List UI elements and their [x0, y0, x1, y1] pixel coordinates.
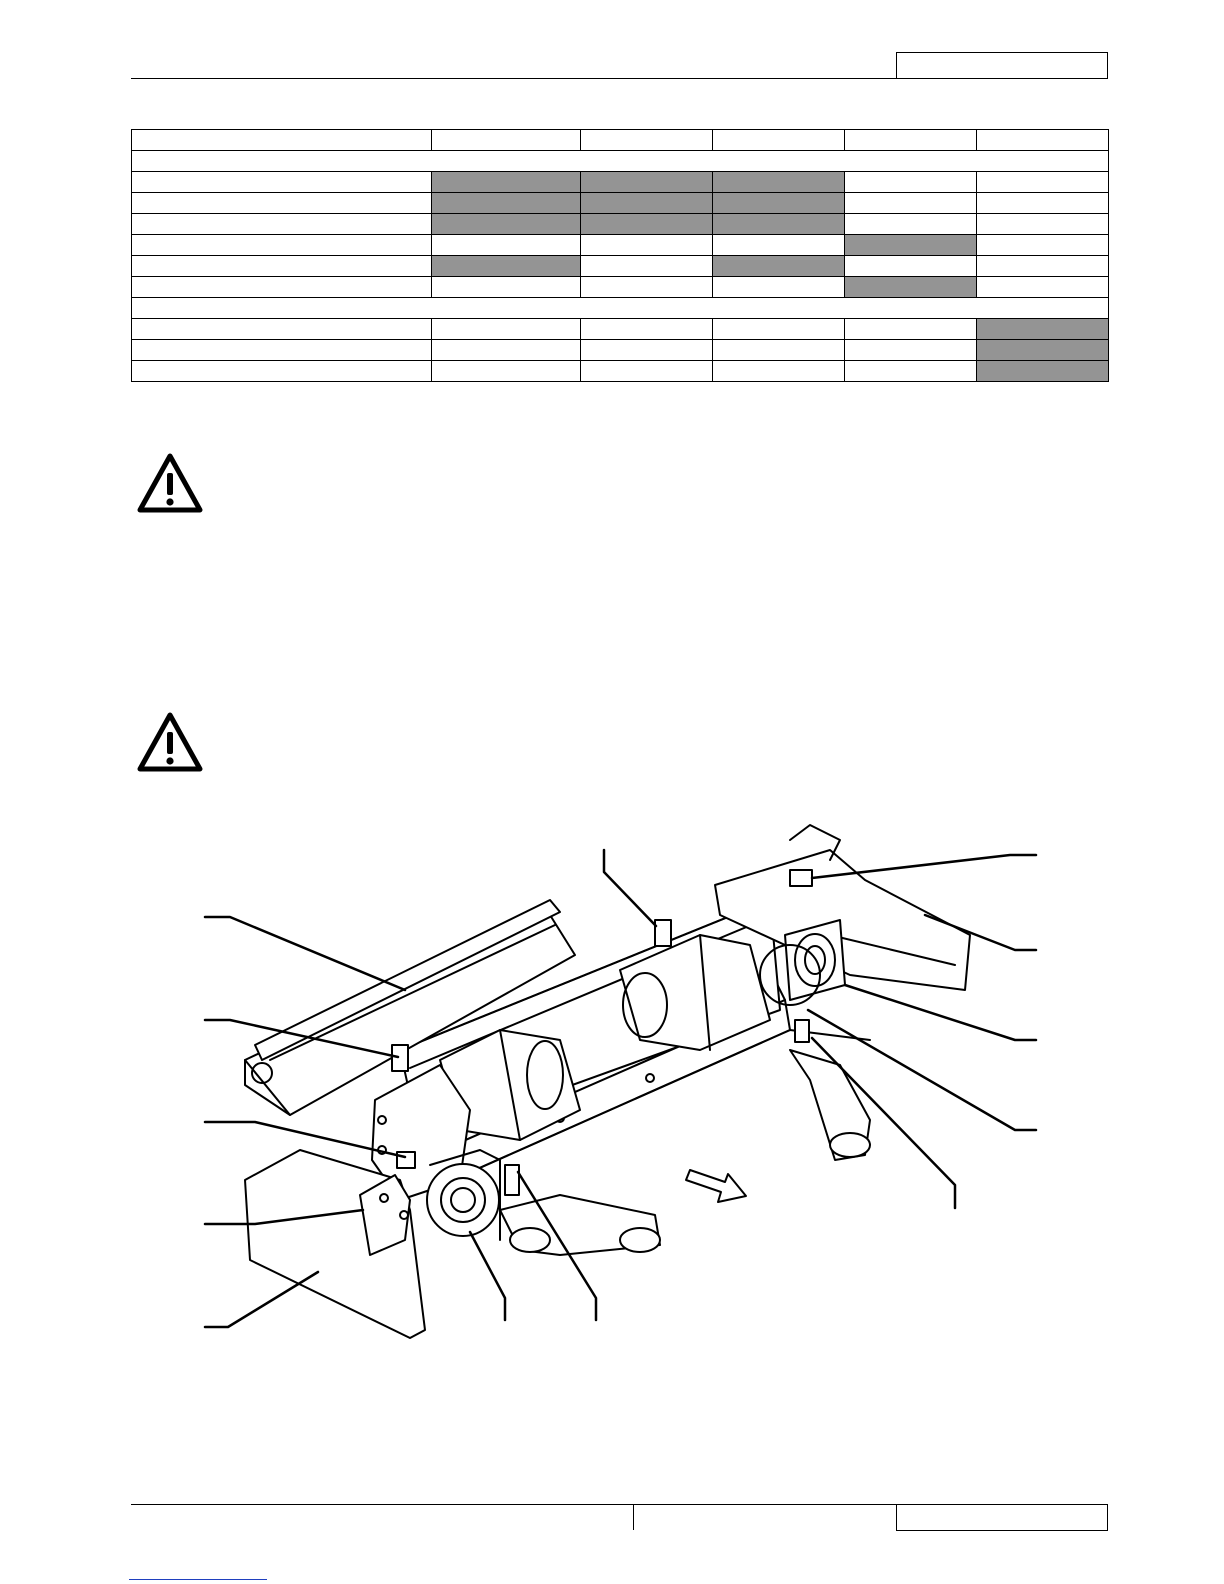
- table-cell: [845, 361, 977, 382]
- table-cell: [132, 340, 432, 361]
- table-cell: [132, 361, 432, 382]
- table-cell: [581, 256, 713, 277]
- table-cell-shaded: [713, 214, 845, 235]
- table-cell: [132, 256, 432, 277]
- table-row: [132, 130, 1109, 151]
- table-cell: [432, 361, 581, 382]
- table-cell-shaded: [581, 214, 713, 235]
- table-section-row: [132, 151, 1109, 172]
- warning-triangle-icon: [137, 712, 203, 772]
- table-cell: [132, 130, 432, 151]
- table-cell-shaded: [581, 172, 713, 193]
- table-row: [132, 172, 1109, 193]
- table-section-row: [132, 298, 1109, 319]
- table-cell: [132, 235, 432, 256]
- table-cell: [432, 235, 581, 256]
- table-cell-shaded: [581, 193, 713, 214]
- table-cell: [581, 130, 713, 151]
- table-row: [132, 214, 1109, 235]
- table-cell: [132, 319, 432, 340]
- table-cell: [581, 340, 713, 361]
- table-cell: [977, 130, 1109, 151]
- table-cell-shaded: [977, 361, 1109, 382]
- table-cell: [713, 130, 845, 151]
- function-matrix-table: [131, 129, 1109, 382]
- left-wheel-arm: [500, 1195, 660, 1255]
- table-row: [132, 340, 1109, 361]
- table-cell-shaded: [432, 172, 581, 193]
- table-cell: [713, 340, 845, 361]
- table-cell-shaded: [713, 193, 845, 214]
- table-cell: [845, 340, 977, 361]
- table-cell: [132, 193, 432, 214]
- table-cell: [977, 256, 1109, 277]
- direction-arrow-icon: [686, 1170, 746, 1202]
- left-side-skirt: [245, 1150, 425, 1338]
- table-cell: [845, 256, 977, 277]
- table-cell: [845, 172, 977, 193]
- table-cell: [977, 235, 1109, 256]
- table-cell: [581, 361, 713, 382]
- table-row: [132, 361, 1109, 382]
- table-cell: [132, 277, 432, 298]
- table-cell: [845, 193, 977, 214]
- table-cell: [713, 277, 845, 298]
- table-cell-shaded: [713, 172, 845, 193]
- table-section-cell: [132, 151, 1109, 172]
- table-row: [132, 193, 1109, 214]
- table-cell-shaded: [977, 319, 1109, 340]
- table-cell: [713, 235, 845, 256]
- header-page-box: [896, 52, 1108, 79]
- table-cell: [132, 172, 432, 193]
- table-cell-shaded: [845, 277, 977, 298]
- table-cell: [432, 340, 581, 361]
- table-cell: [977, 193, 1109, 214]
- table-cell: [581, 277, 713, 298]
- table-cell: [581, 319, 713, 340]
- table-cell: [432, 130, 581, 151]
- footer-link-underline[interactable]: [129, 1579, 267, 1580]
- table-cell: [977, 277, 1109, 298]
- footer-page-box: [896, 1504, 1108, 1531]
- table-cell: [845, 130, 977, 151]
- table-row: [132, 319, 1109, 340]
- table-section-cell: [132, 298, 1109, 319]
- table-cell: [432, 319, 581, 340]
- table-row: [132, 256, 1109, 277]
- table-cell: [845, 319, 977, 340]
- table-cell-shaded: [713, 256, 845, 277]
- table-cell-shaded: [977, 340, 1109, 361]
- table-row: [132, 277, 1109, 298]
- table-cell: [977, 172, 1109, 193]
- footer-divider: [633, 1504, 634, 1530]
- table-cell: [713, 319, 845, 340]
- table-cell: [713, 361, 845, 382]
- table-row: [132, 235, 1109, 256]
- right-wheel-arm: [790, 1050, 870, 1160]
- table-cell: [845, 214, 977, 235]
- table-cell-shaded: [432, 256, 581, 277]
- table-cell: [432, 277, 581, 298]
- table-cell-shaded: [432, 193, 581, 214]
- table-cell-shaded: [432, 214, 581, 235]
- side-brush-deck-assembly-drawing: [0, 810, 1224, 1370]
- warning-triangle-icon: [137, 453, 203, 513]
- table-cell: [977, 214, 1109, 235]
- table-cell: [132, 214, 432, 235]
- table-cell: [581, 235, 713, 256]
- table-cell-shaded: [845, 235, 977, 256]
